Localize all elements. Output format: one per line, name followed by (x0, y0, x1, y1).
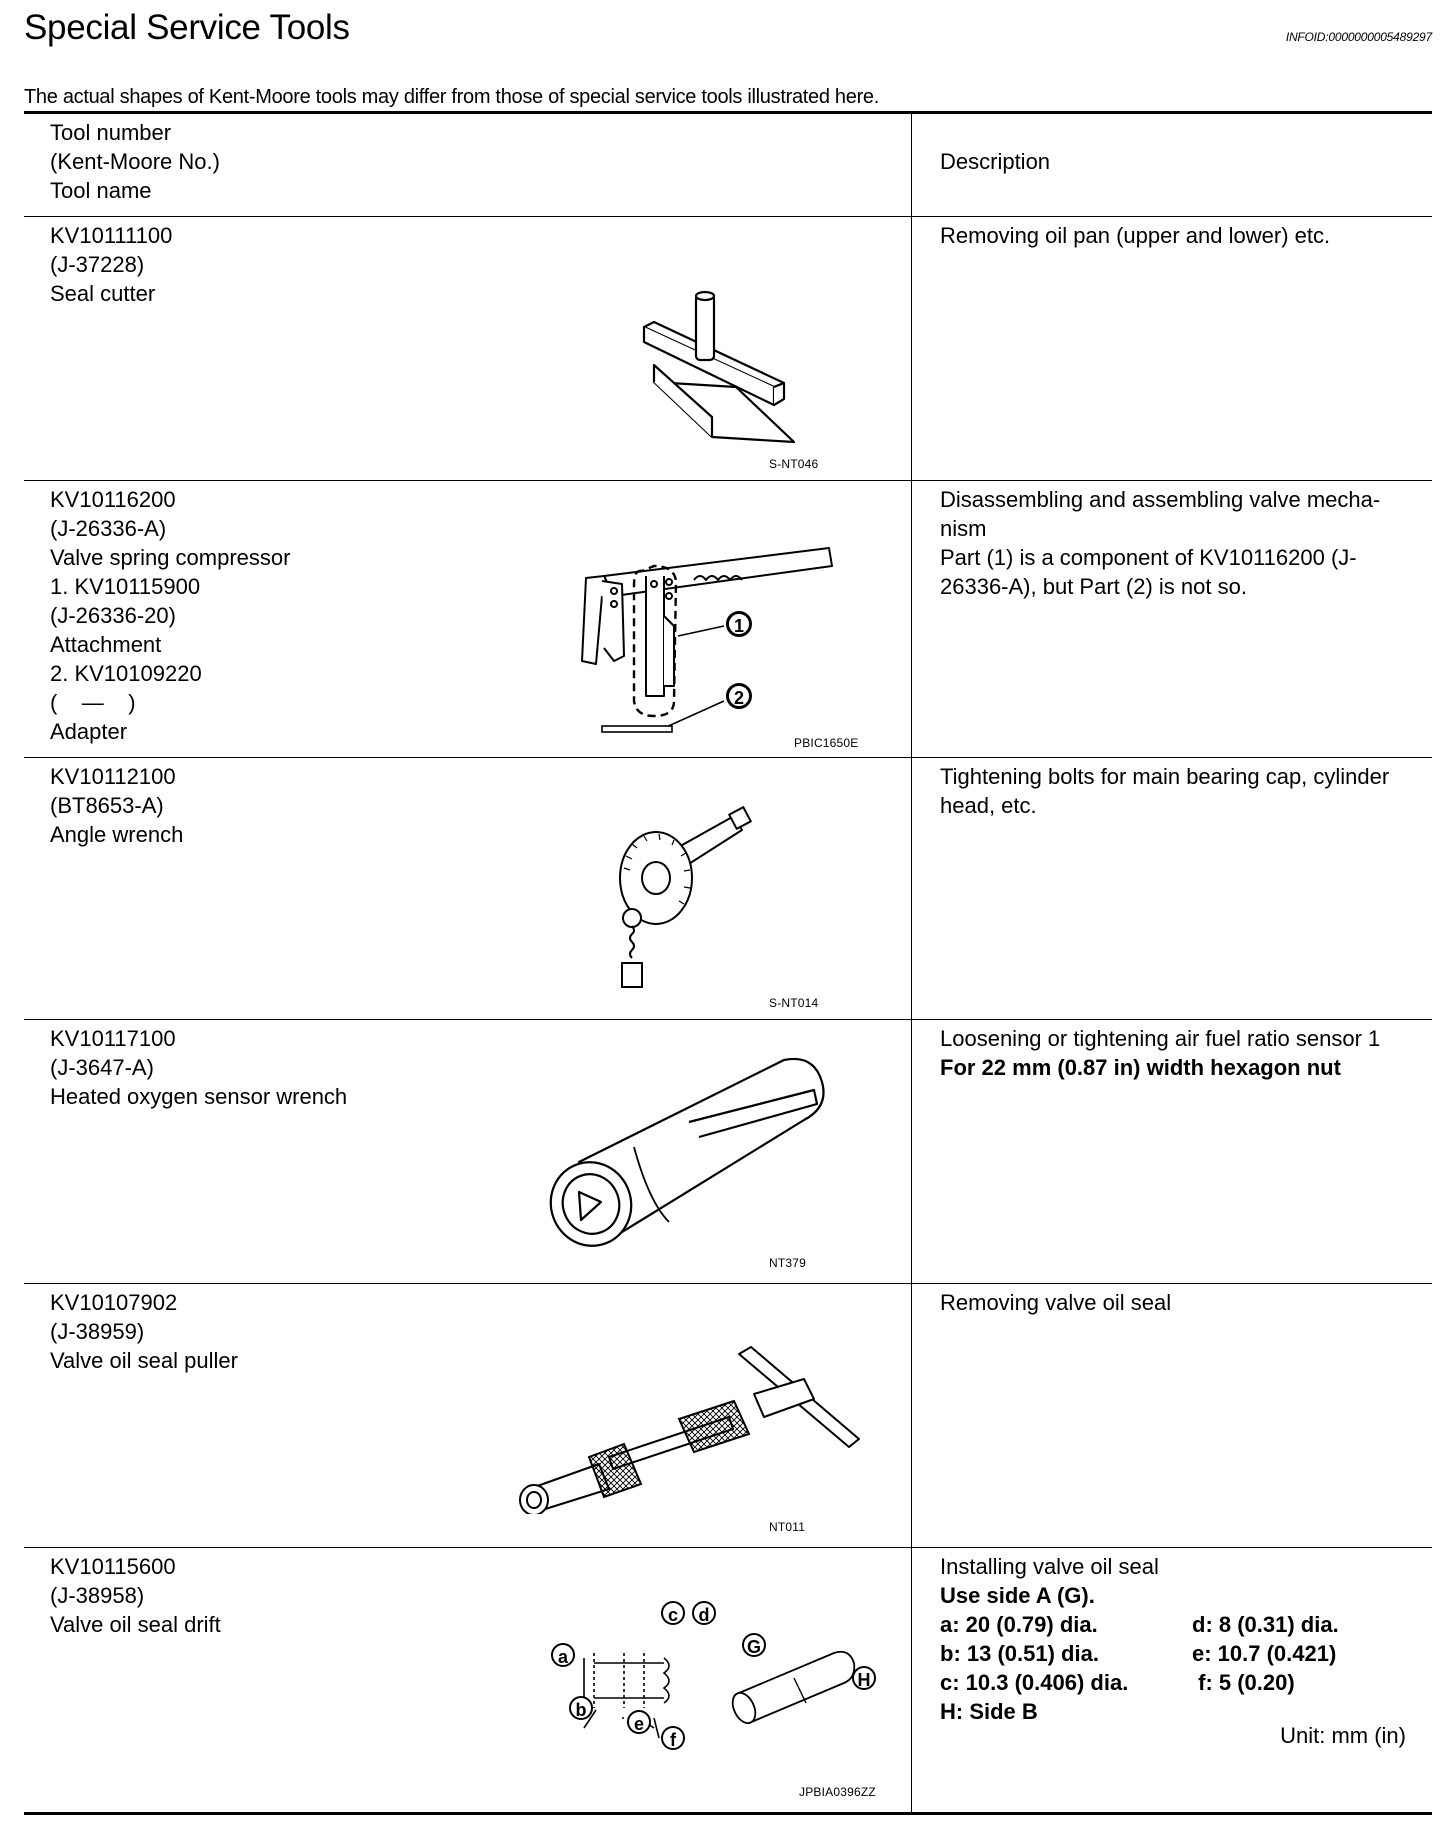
kent-moore-number: (J-37228) (50, 252, 145, 277)
part-1-kent-moore: (J-26336-20) (50, 603, 176, 628)
callout-2: 2 (727, 684, 751, 708)
tool-number: KV10117100 (50, 1026, 176, 1051)
header-kent-moore: (Kent-Moore No.) (50, 149, 220, 174)
spec-d: d: 8 (0.31) dia. (1192, 1612, 1339, 1637)
table-row (24, 481, 1432, 758)
description-text: nism (940, 516, 987, 541)
description-cell (912, 1548, 1432, 1812)
table-header-row (24, 114, 1432, 217)
part-2-name: Adapter (50, 719, 128, 744)
spec-e: e: 10.7 (0.421) (1192, 1641, 1337, 1666)
spec-f: f: 5 (0.20) (1192, 1670, 1295, 1695)
table-row (24, 1548, 1432, 1812)
header-description: Description (940, 149, 1051, 174)
seal-cutter-illustration (624, 287, 804, 447)
tool-cell (24, 1284, 912, 1547)
valve-oil-seal-drift-illustration (544, 1598, 904, 1788)
description-cell (912, 217, 1432, 480)
tool-cell (24, 217, 912, 480)
callout-h: H (852, 1666, 876, 1690)
oxygen-sensor-wrench-illustration (539, 1052, 859, 1262)
table-row (24, 1020, 1432, 1284)
tool-name: Seal cutter (50, 281, 156, 306)
tools-table (24, 111, 1432, 1815)
callout-b: b (569, 1696, 593, 1720)
kent-moore-number: (BT8653-A) (50, 793, 164, 818)
header-tool-column (24, 114, 912, 216)
tool-number: KV10111100 (50, 223, 173, 248)
header-tool-name: Tool name (50, 178, 152, 203)
tool-name: Valve spring compressor (50, 545, 291, 570)
tool-name: Heated oxygen sensor wrench (50, 1084, 348, 1109)
callout-1: 1 (727, 612, 751, 636)
description-text: 26336-A), but Part (2) is not so. (940, 574, 1247, 599)
angle-wrench-illustration (604, 798, 764, 998)
description-text: Installing valve oil seal (940, 1554, 1159, 1579)
figure-code: S-NT014 (769, 996, 819, 1010)
kent-moore-number: (J-3647-A) (50, 1055, 154, 1080)
tool-cell (24, 758, 912, 1019)
spec-empty (1192, 1697, 1372, 1726)
tool-cell (24, 481, 912, 757)
kent-moore-number: (J-38959) (50, 1319, 145, 1344)
kent-moore-number: (J-38958) (50, 1583, 145, 1608)
description-cell (912, 1284, 1432, 1547)
table-row (24, 1284, 1432, 1548)
table-row (24, 758, 1432, 1020)
figure-code: NT011 (769, 1520, 806, 1534)
figure-code: PBIC1650E (794, 736, 859, 750)
table-row (24, 217, 1432, 481)
page-title: Special Service Tools (24, 8, 350, 47)
dimension-specs (940, 1610, 1404, 1726)
kent-moore-number: (J-26336-A) (50, 516, 167, 541)
description-text: Removing oil pan (upper and lower) etc. (940, 223, 1331, 248)
valve-spring-compressor-illustration (574, 536, 834, 746)
tool-cell (24, 1548, 912, 1812)
description-bold-text: For 22 mm (0.87 in) width hexagon nut (940, 1055, 1341, 1080)
description-cell (912, 758, 1432, 1019)
description-text: Loosening or tightening air fuel ratio sensor 1 (940, 1026, 1381, 1051)
tool-name: Angle wrench (50, 822, 184, 847)
tool-number: KV10112100 (50, 764, 176, 789)
tool-number: KV10115600 (50, 1554, 176, 1579)
spec-c: c: 10.3 (0.406) dia. (940, 1670, 1129, 1695)
callout-e: e (627, 1710, 651, 1734)
intro-note: The actual shapes of Kent-Moore tools may differ from those of special service tools illustrated here. (24, 86, 880, 108)
header-description-column (912, 114, 1432, 216)
info-id: INFOID:0000000005489297 (1285, 30, 1432, 44)
description-text: head, etc. (940, 793, 1037, 818)
spec-b: b: 13 (0.51) dia. (940, 1641, 1099, 1666)
figure-code: NT379 (769, 1256, 807, 1270)
part-1-name: Attachment (50, 632, 162, 657)
description-cell (912, 1020, 1432, 1283)
header-tool-number: Tool number (50, 120, 172, 145)
spec-a: a: 20 (0.79) dia. (940, 1612, 1098, 1637)
figure-code: S-NT046 (769, 457, 819, 471)
unit-label: Unit: mm (in) (1280, 1723, 1406, 1748)
valve-oil-seal-puller-illustration (509, 1339, 889, 1514)
description-cell (912, 481, 1432, 757)
part-1-number: 1. KV10115900 (50, 574, 201, 599)
description-bold-text: Use side A (G). (940, 1583, 1095, 1608)
callout-a: a (551, 1643, 575, 1667)
figure-code: JPBIA0396ZZ (799, 1785, 876, 1799)
callout-g: G (742, 1633, 766, 1657)
tool-cell (24, 1020, 912, 1283)
tool-number: KV10116200 (50, 487, 176, 512)
tool-name: Valve oil seal drift (50, 1612, 221, 1637)
spec-h: H: Side B (940, 1699, 1038, 1724)
description-text: Tightening bolts for main bearing cap, cylinder (940, 764, 1390, 789)
callout-d: d (692, 1601, 716, 1625)
callout-c: c (661, 1601, 685, 1625)
description-text: Disassembling and assembling valve mecha- (940, 487, 1381, 512)
description-text: Removing valve oil seal (940, 1290, 1172, 1315)
part-2-number: 2. KV10109220 (50, 661, 202, 686)
tool-name: Valve oil seal puller (50, 1348, 238, 1373)
callout-f: f (661, 1726, 685, 1750)
description-text: Part (1) is a component of KV10116200 (J- (940, 545, 1357, 570)
tool-number: KV10107902 (50, 1290, 178, 1315)
part-2-kent-moore: ( — ) (50, 690, 136, 715)
